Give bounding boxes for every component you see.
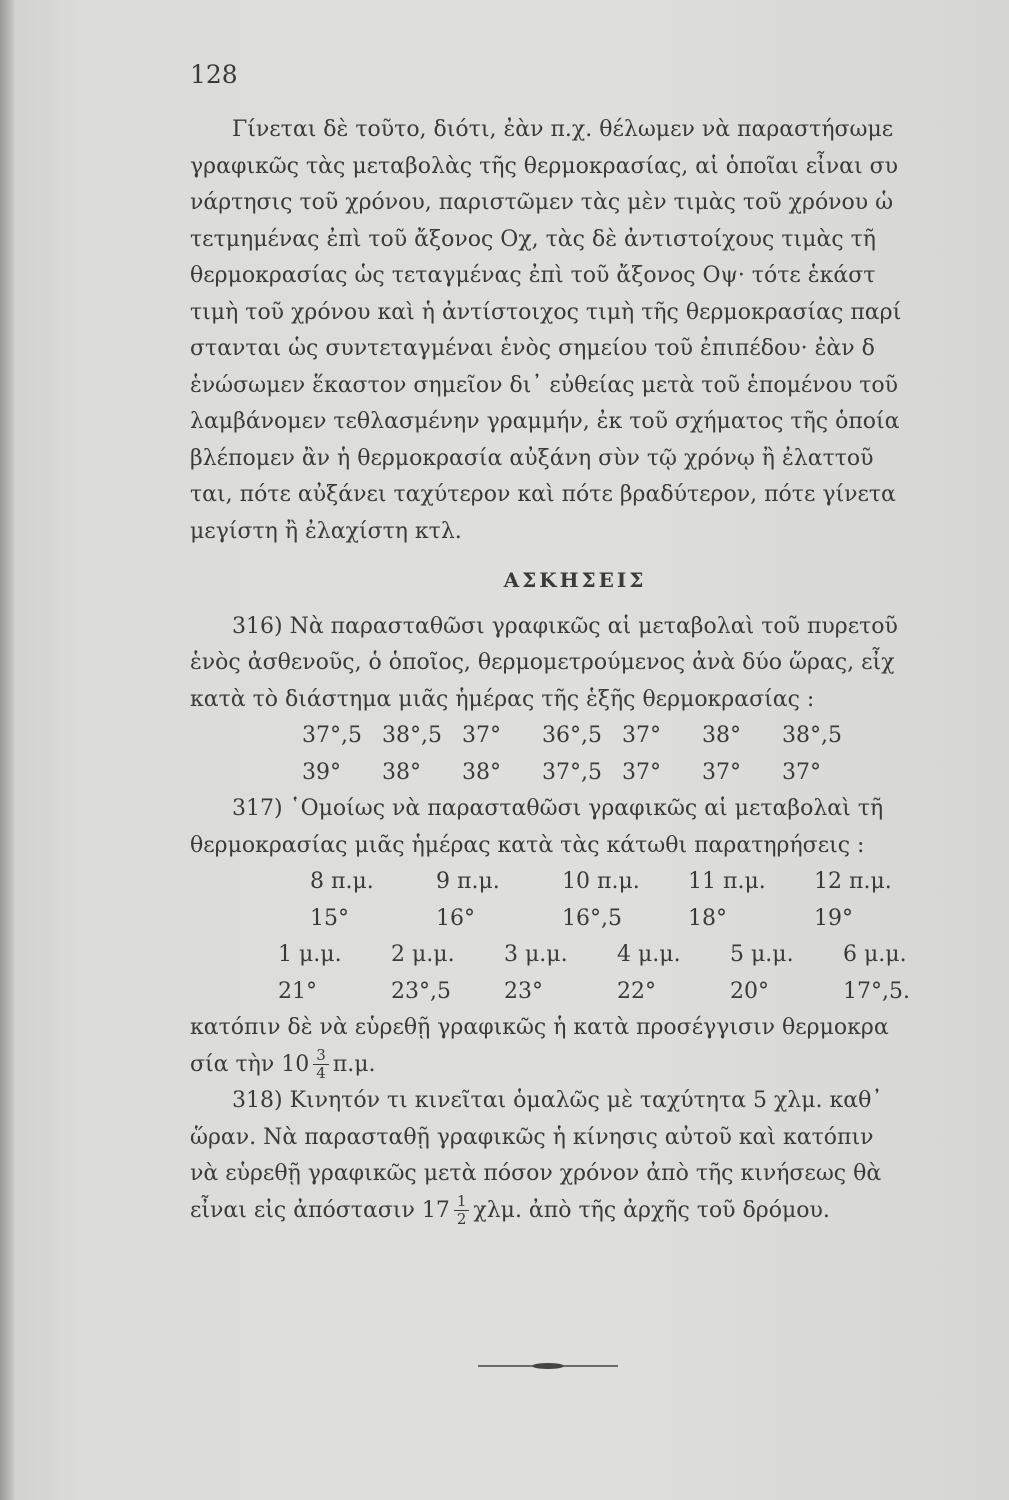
temperature-value: 37°,5 xyxy=(302,723,362,748)
text-line: νάρτησις τοῦ χρόνου, παριστῶμεν τὰς μὲν τιμὰς τοῦ χρόνου ὡ xyxy=(190,190,894,215)
text-line: τιμὴ τοῦ χρόνου καὶ ἡ ἀντίστοιχος τιμὴ τῆς θερμοκρασίας παρί xyxy=(190,299,902,325)
exercise-316 xyxy=(190,609,1005,792)
temperature-value: 37° xyxy=(462,723,501,748)
time-value: 11 π.μ. xyxy=(688,869,766,894)
temperature-value: 16° xyxy=(436,905,475,931)
temperature-value: 20° xyxy=(730,978,769,1004)
temperature-value: 23°,5 xyxy=(391,978,451,1004)
temperature-value: 38° xyxy=(702,723,741,748)
temperature-value: 37° xyxy=(622,723,661,748)
text-line-with-fraction xyxy=(190,1193,1005,1230)
time-value: 9 π.μ. xyxy=(436,869,500,894)
temperature-value: 38° xyxy=(382,759,421,785)
text-line: λαμβάνομεν τεθλασμένην γραμμήν, ἐκ τοῦ σχήματος τῆς ὁποία xyxy=(190,409,900,434)
text-line: ἑνὸς ἀσθενοῦς, ὁ ὁποῖος, θερμομετρούμενος ἀνὰ δύο ὥρας, εἶχ xyxy=(190,650,895,675)
time-value: 5 μ.μ. xyxy=(730,942,794,967)
section-heading: ΑΣΚΗΣΕΙΣ xyxy=(503,568,647,592)
temperature-value: 15° xyxy=(310,905,349,931)
text-line: ὥραν. Νὰ παρασταθῇ γραφικῶς ἡ κίνησις αὐτοῦ καὶ κατόπιν xyxy=(190,1124,874,1150)
temperature-row xyxy=(190,755,1005,792)
text-line: κατὰ τὸ διάστημα μιᾶς ἡμέρας τῆς ἑξῆς θερμοκρασίας : xyxy=(190,686,815,712)
temperature-row xyxy=(190,974,1005,1011)
page-number: 128 xyxy=(190,60,238,89)
temperature-value: 19° xyxy=(814,905,853,931)
text-line: νὰ εὑρεθῇ γραφικῶς μετὰ πόσον χρόνον ἀπὸ τῆς κινήσεως θὰ xyxy=(190,1161,882,1186)
time-row xyxy=(190,864,1005,901)
exercise-317 xyxy=(190,791,1005,1083)
fraction-denominator: 4 xyxy=(316,1064,326,1082)
text-line: μεγίστη ἢ ἐλαχίστη κτλ. xyxy=(190,518,462,544)
temperature-value: 23° xyxy=(504,978,543,1004)
text-line: Γίνεται δὲ τοῦτο, διότι, ἐὰν π.χ. θέλωμεν νὰ παραστήσωμε xyxy=(232,117,894,142)
time-value: 2 μ.μ. xyxy=(391,942,455,967)
text-fragment: χλμ. ἀπὸ τῆς ἀρχῆς τοῦ δρόμου. xyxy=(473,1197,830,1223)
temperature-value: 39° xyxy=(302,759,341,785)
text-line: τετμημένας ἐπὶ τοῦ ἄξονος Οχ, τὰς δὲ ἀντιστοίχους τιμὰς τῆ xyxy=(190,226,876,252)
temperature-value: 22° xyxy=(617,978,656,1004)
text-line: ἑνώσωμεν ἕκαστον σημεῖον δι᾿ εὐθείας μετὰ τοῦ ἑπομένου τοῦ xyxy=(190,372,899,398)
fraction xyxy=(454,1193,470,1228)
text-fragment: σία τὴν 10 xyxy=(190,1051,310,1077)
temperature-value: 37° xyxy=(622,759,661,785)
time-row xyxy=(190,937,1005,974)
intro-paragraph xyxy=(190,112,1005,550)
time-value: 10 π.μ. xyxy=(562,869,640,894)
temperature-value: 38°,5 xyxy=(382,723,442,748)
text-line: θερμοκρασίας μιᾶς ἡμέρας κατὰ τὰς κάτωθι παρατηρήσεις : xyxy=(190,832,865,858)
temperature-value: 17°,5. xyxy=(843,978,910,1004)
exercise-318 xyxy=(190,1083,1005,1229)
page-body xyxy=(190,112,1005,1229)
fraction-numerator: 1 xyxy=(454,1193,470,1211)
text-fragment: εἶναι εἰς ἀπόστασιν 17 xyxy=(190,1197,450,1223)
temperature-value: 18° xyxy=(688,905,727,931)
ornamental-divider xyxy=(478,1362,618,1370)
temperature-value: 37°,5 xyxy=(542,759,602,785)
text-line: γραφικῶς τὰς μεταβολὰς τῆς θερμοκρασίας, αἱ ὁποῖαι εἶναι συ xyxy=(190,153,899,179)
temperature-value: 38° xyxy=(462,759,501,785)
fraction xyxy=(313,1047,329,1082)
temperature-value: 36°,5 xyxy=(542,723,602,748)
text-line: ται, πότε αὐξάνει ταχύτερον καὶ πότε βραδύτερον, πότε γίνετα xyxy=(190,482,896,507)
time-value: 3 μ.μ. xyxy=(504,942,568,967)
fraction-denominator: 2 xyxy=(456,1210,467,1228)
temperature-value: 37° xyxy=(702,759,741,785)
temperature-row xyxy=(190,901,1005,938)
text-line: κατόπιν δὲ νὰ εὑρεθῇ γραφικῶς ἡ κατὰ προσέγγισιν θερμοκρα xyxy=(190,1015,889,1040)
temperature-value: 37° xyxy=(782,759,821,785)
time-value: 6 μ.μ. xyxy=(843,942,907,967)
time-value: 1 μ.μ. xyxy=(278,942,342,967)
temperature-value: 38°,5 xyxy=(782,723,842,748)
text-line-with-fraction xyxy=(190,1047,1005,1084)
text-fragment: π.μ. xyxy=(332,1051,376,1077)
temperature-row xyxy=(190,718,1005,755)
text-line: 317) ῾Ομοίως νὰ παρασταθῶσι γραφικῶς αἱ μεταβολαὶ τῆ xyxy=(232,796,884,821)
text-line: 316) Νὰ παρασταθῶσι γραφικῶς αἱ μεταβολαὶ τοῦ πυρετοῦ xyxy=(232,613,898,639)
time-value: 8 π.μ. xyxy=(310,869,374,894)
time-value: 12 π.μ. xyxy=(814,869,892,894)
temperature-value: 21° xyxy=(278,978,317,1004)
text-line: στανται ὡς συντεταγμέναι ἑνὸς σημείου τοῦ ἐπιπέδου· ἐὰν δ xyxy=(190,336,875,361)
text-line: θερμοκρασίας ὡς τεταγμένας ἐπὶ τοῦ ἄξονος Οψ· τότε ἑκάστ xyxy=(190,263,876,288)
fraction-numerator: 3 xyxy=(313,1047,329,1065)
text-line: 318) Κινητόν τι κινεῖται ὁμαλῶς μὲ ταχύτητα 5 χλμ. καθ᾿ xyxy=(232,1088,883,1113)
time-value: 4 μ.μ. xyxy=(617,942,681,967)
text-line: βλέπομεν ἂν ἡ θερμοκρασία αὐξάνη σὺν τῷ χρόνῳ ἢ ἐλαττοῦ xyxy=(190,445,874,471)
temperature-value: 16°,5 xyxy=(562,905,622,931)
